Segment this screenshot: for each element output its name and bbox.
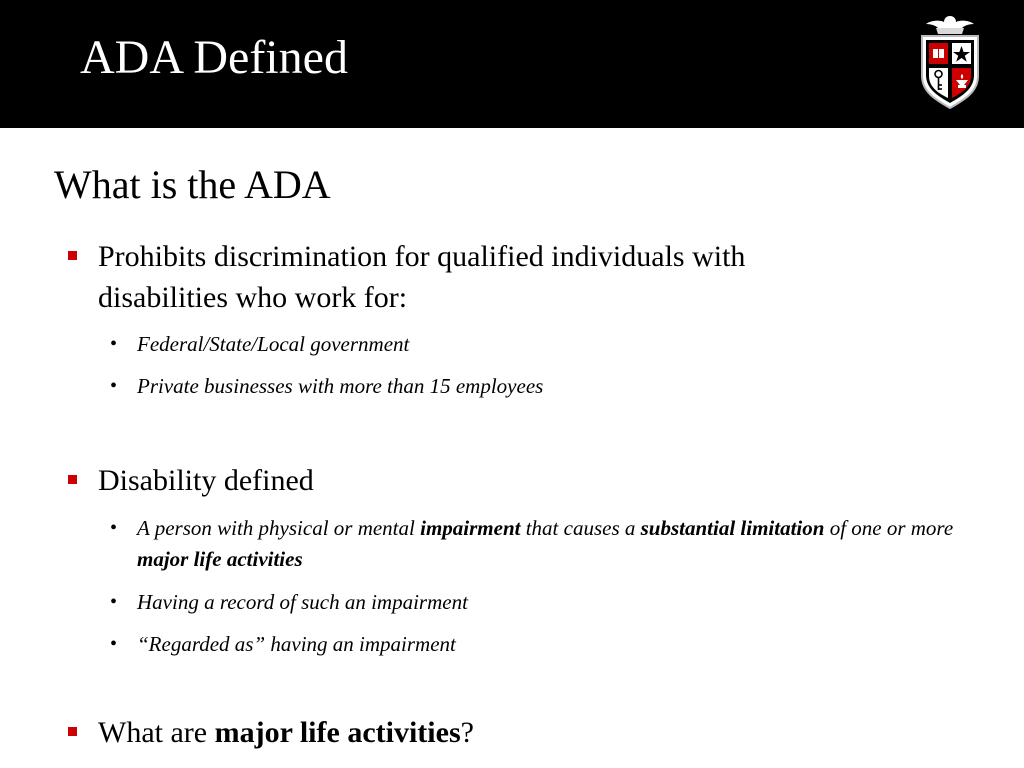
dot-bullet-icon: •: [110, 633, 118, 655]
dot-bullet-icon: •: [110, 517, 118, 539]
slide-subtitle: What is the ADA: [54, 162, 331, 207]
square-bullet-icon: [68, 727, 77, 736]
bold-term-major-life-activities: major life activities: [137, 547, 303, 571]
sub-bullet-text: “Regarded as” having an impairment: [137, 632, 456, 656]
bullet-text: Prohibits discrimination for qualified individuals with disabilities who work for:: [98, 240, 746, 314]
dot-bullet-icon: •: [110, 333, 118, 355]
bold-term-impairment: impairment: [420, 516, 521, 540]
text-run: A person with physical or mental: [137, 516, 421, 540]
bold-term-major-life-activities: major life activities: [214, 716, 461, 749]
sub-bullet-text: Having a record of such an impairment: [137, 590, 468, 614]
dot-bullet-icon: •: [110, 375, 118, 397]
square-bullet-icon: [68, 251, 77, 260]
slide-title: ADA Defined: [80, 31, 348, 84]
sub-bullet-text: [137, 513, 997, 575]
dot-bullet-icon: •: [110, 591, 118, 613]
square-bullet-icon: [68, 475, 77, 484]
text-run: ?: [460, 716, 474, 749]
text-run: of one or more: [824, 516, 954, 540]
text-run: What are: [98, 716, 215, 749]
university-shield-logo-icon: [916, 14, 984, 110]
text-run: that causes a: [520, 516, 641, 540]
sub-bullet-text: Private businesses with more than 15 employees: [137, 374, 544, 398]
sub-bullet-text: Federal/State/Local government: [137, 332, 410, 356]
bold-term-substantial-limitation: substantial limitation: [640, 516, 825, 540]
bullet-text: [98, 712, 858, 753]
slide-header: [0, 0, 1024, 128]
bullet-text: Disability defined: [98, 464, 314, 497]
